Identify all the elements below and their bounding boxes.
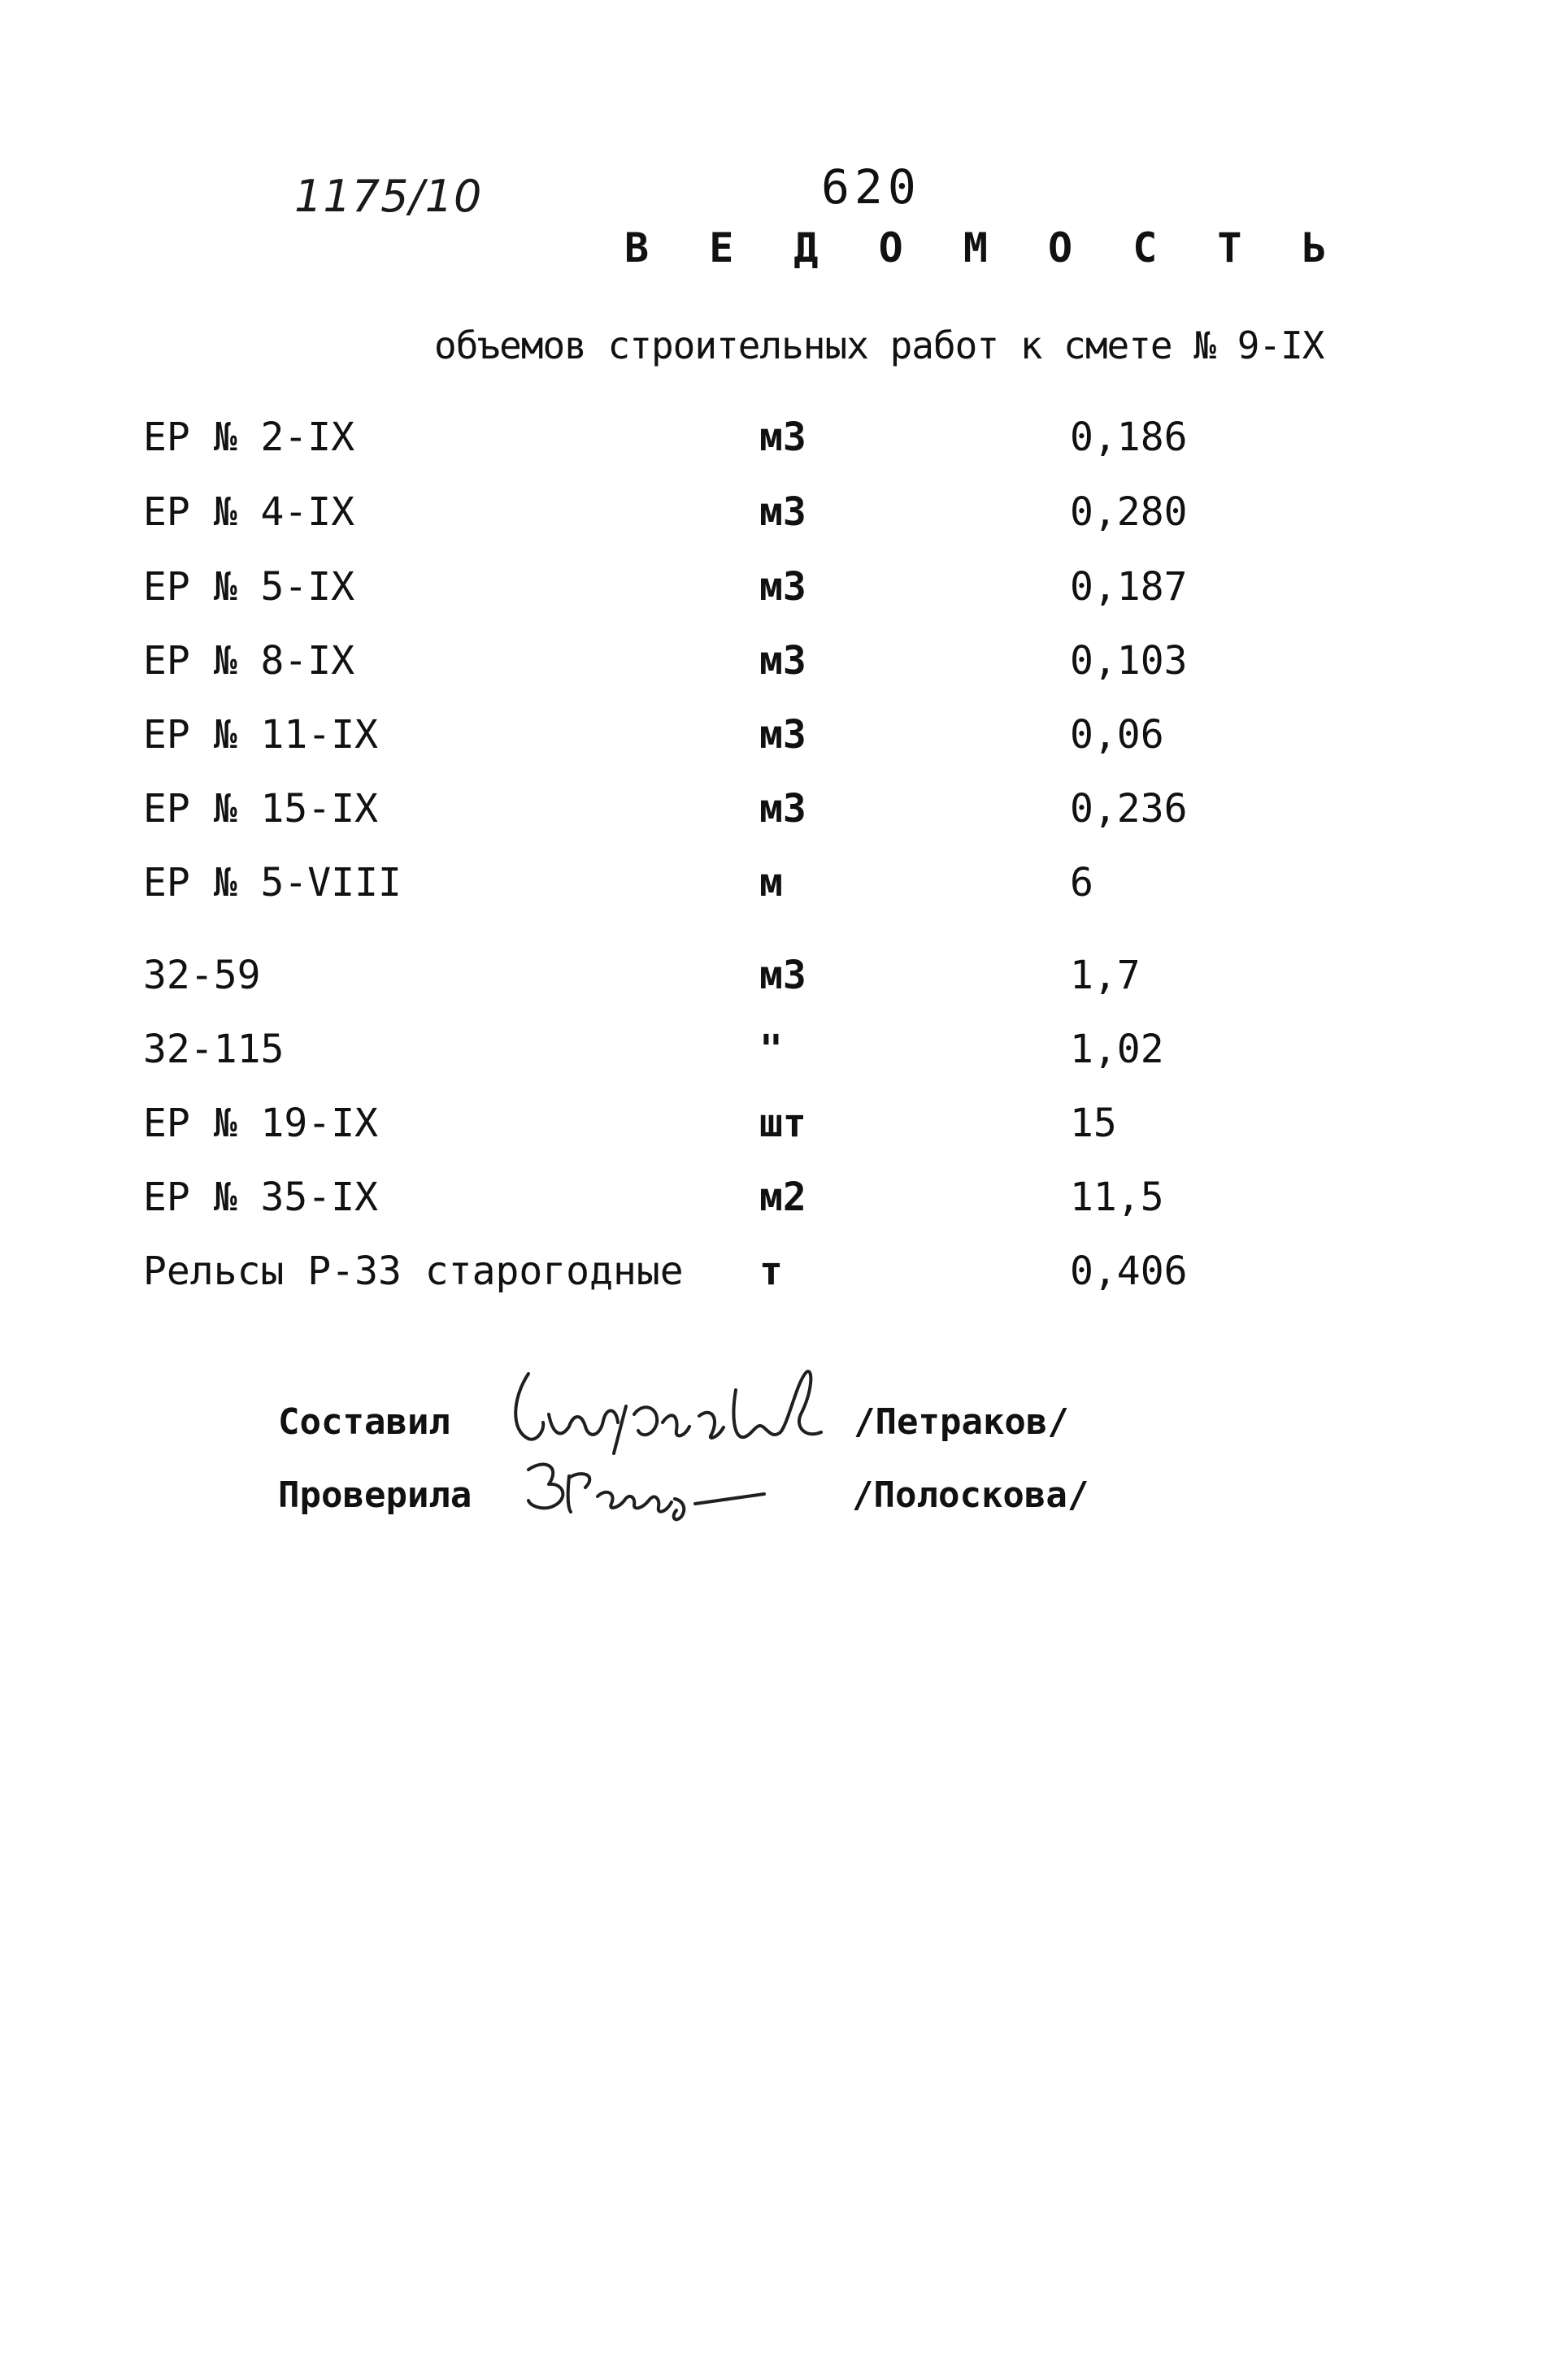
row-unit: м3	[759, 638, 806, 684]
compiled-by-label: Составил	[278, 1401, 450, 1443]
table-row	[0, 564, 1565, 621]
row-code: ЕР № 2-IX	[143, 415, 355, 460]
row-code: ЕР № 19-IX	[143, 1101, 378, 1146]
table-row	[0, 415, 1565, 471]
document-title: В Е Д О М О С Т Ь	[624, 224, 1345, 271]
table-row	[0, 712, 1565, 769]
table-row	[0, 860, 1565, 917]
row-code: ЕР № 4-IX	[143, 489, 355, 535]
row-value: 1,02	[1070, 1027, 1164, 1072]
table-row	[0, 1249, 1565, 1305]
table-row	[0, 786, 1565, 843]
row-unit: м3	[759, 489, 806, 535]
row-unit: м3	[759, 415, 806, 460]
checked-by-name: /Полоскова/	[852, 1474, 1089, 1516]
table-row	[0, 1101, 1565, 1157]
row-unit: т	[759, 1249, 783, 1294]
checked-by-label: Проверила	[278, 1474, 472, 1516]
row-unit: шт	[759, 1101, 806, 1146]
checked-by-signature	[520, 1452, 789, 1525]
row-unit: "	[759, 1027, 783, 1072]
table-row	[0, 638, 1565, 695]
compiled-by-signature	[504, 1357, 862, 1455]
table-row	[0, 1175, 1565, 1231]
table-row	[0, 953, 1565, 1010]
row-value: 0,406	[1070, 1249, 1188, 1294]
row-unit: м3	[759, 712, 806, 758]
handwritten-reference-number: 1175/10	[294, 171, 483, 222]
row-unit: м	[759, 860, 783, 906]
row-code: 32-59	[143, 953, 261, 998]
row-unit: м2	[759, 1175, 806, 1220]
row-code: ЕР № 11-IX	[143, 712, 378, 758]
row-value: 0,187	[1070, 564, 1188, 610]
row-unit: м3	[759, 564, 806, 610]
row-unit: м3	[759, 953, 806, 998]
row-code: 32-115	[143, 1027, 285, 1072]
row-value: 15	[1070, 1101, 1117, 1146]
row-value: 0,186	[1070, 415, 1188, 460]
document-subtitle: объемов строительных работ к смете № 9-IX	[434, 324, 1324, 367]
row-value: 0,280	[1070, 489, 1188, 535]
row-code: ЕР № 8-IX	[143, 638, 355, 684]
row-value: 11,5	[1070, 1175, 1164, 1220]
row-value: 0,103	[1070, 638, 1188, 684]
row-value: 0,236	[1070, 786, 1188, 832]
table-row	[0, 489, 1565, 546]
row-value: 6	[1070, 860, 1093, 906]
row-code: ЕР № 5-VIII	[143, 860, 402, 906]
row-code: ЕР № 5-IX	[143, 564, 355, 610]
page-number: 620	[821, 159, 921, 215]
row-value: 0,06	[1070, 712, 1164, 758]
row-value: 1,7	[1070, 953, 1141, 998]
compiled-by-name: /Петраков/	[854, 1401, 1069, 1443]
row-code: Рельсы Р-33 старогодные	[143, 1249, 684, 1294]
row-unit: м3	[759, 786, 806, 832]
table-row	[0, 1027, 1565, 1084]
row-code: ЕР № 15-IX	[143, 786, 378, 832]
row-code: ЕР № 35-IX	[143, 1175, 378, 1220]
